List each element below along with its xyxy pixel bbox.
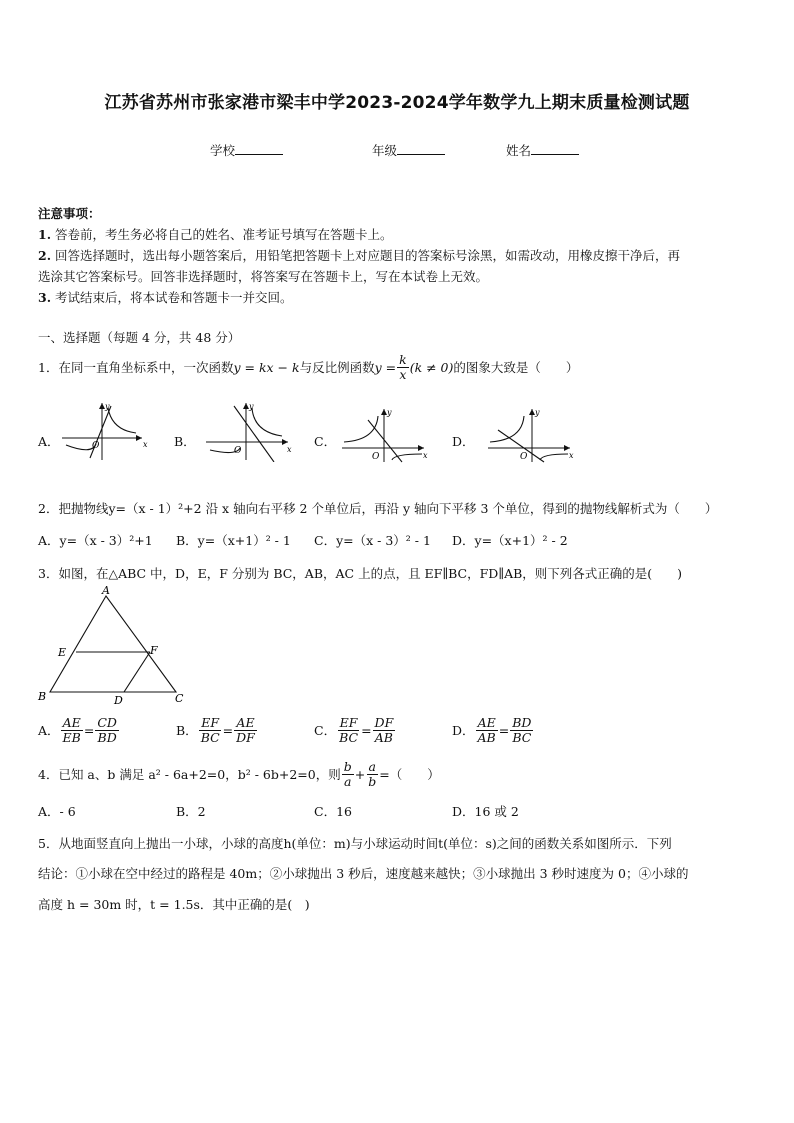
- triangle-figure: [34, 582, 194, 706]
- q1-option-c-label: C．: [314, 434, 337, 449]
- q2-option-a: A．y=（x - 3）²+1: [38, 533, 153, 548]
- q2-option-c: C．y=（x - 3）² - 1: [314, 533, 431, 548]
- point-d-label: D: [114, 694, 123, 706]
- x-axis-label: x: [143, 440, 148, 449]
- question-5-line-3: 高度 h = 30m 时，t = 1.5s．其中正确的是( ): [38, 897, 310, 912]
- q1-graph-d: [484, 406, 576, 464]
- name-field: [506, 141, 579, 159]
- origin-label: O: [234, 446, 242, 456]
- grade-field: [372, 141, 445, 159]
- q1-graph-c: [338, 406, 430, 464]
- grade-blank: [397, 142, 445, 155]
- q4-option-c: C．16: [314, 804, 352, 819]
- origin-label: O: [520, 452, 528, 462]
- name-blank: [531, 142, 579, 155]
- question-3: 3．如图，在△ABC 中，D，E，F 分别为 BC，AB，AC 上的点，且 EF∥BC，FD∥AB，则下列各式正确的是( ): [38, 566, 683, 581]
- question-4: 4．已知 a、b 满足 a² - 6a+2=0，b² - 6b+2=0，则 $\frac{b}{a}$ + $\frac{a}{b}$ =（ ）: [38, 758, 440, 789]
- grade-label: 年级: [372, 143, 398, 158]
- q4-option-d: D．16 或 2: [452, 804, 519, 819]
- y-axis-label: y: [387, 408, 392, 417]
- q1-graph-b: [202, 400, 294, 462]
- question-1: 1．在同一直角坐标系中，一次函数 y = kx − k 与反比例函数 y = $\frac{k}{x}$ (k ≠ 0) 的图象大致是（ ）: [38, 351, 579, 382]
- origin-label: O: [92, 441, 100, 451]
- q4-option-a: A．- 6: [38, 804, 76, 819]
- point-c-label: C: [175, 692, 184, 705]
- school-blank: [235, 142, 283, 155]
- notice-heading: 注意事项：: [38, 206, 101, 221]
- q2-option-d: D．y=（x+1）² - 2: [452, 533, 568, 548]
- x-axis-label: x: [569, 451, 574, 460]
- q2-option-b: B．y=（x+1）² - 1: [176, 533, 291, 548]
- q3-option-c: C． $\frac{EF}{BC}$ = $\frac{DF}{AB}$: [314, 714, 394, 745]
- notice-item-2-cont: 选涂其它答案标号。回答非选择题时，将答案写在答题卡上，写在本试卷上无效。: [38, 269, 489, 284]
- q3-option-b: B． $\frac{EF}{BC}$ = $\frac{AE}{DF}$: [176, 714, 255, 745]
- x-axis-label: x: [287, 445, 292, 454]
- question-2: 2．把抛物线y=（x - 1）²+2 沿 x 轴向右平移 2 个单位后，再沿 y 轴向下平移 3 个单位，得到的抛物线解析式为（ ）: [38, 501, 718, 516]
- q1-option-b-label: B．: [174, 434, 196, 449]
- q3-option-d: D． $\frac{AE}{AB}$ = $\frac{BD}{BC}$: [452, 714, 532, 745]
- y-axis-label: y: [535, 408, 540, 417]
- point-a-label: A: [102, 584, 110, 597]
- q3-option-a: A． $\frac{AE}{EB}$ = $\frac{CD}{BD}$: [38, 714, 117, 745]
- notice-item-3: 3. 考试结束后，将本试卷和答题卡一并交回。: [38, 290, 293, 305]
- y-axis-label: y: [105, 402, 110, 411]
- question-5-line-2: 结论：①小球在空中经过的路程是 40m；②小球抛出 3 秒后，速度越来越快；③小球抛出 3 秒时速度为 0；④小球的: [38, 866, 689, 881]
- notice-item-2: 2. 回答选择题时，选出每小题答案后，用铅笔把答题卡上对应题目的答案标号涂黑，如需改动，用橡皮擦干净后，再: [38, 248, 681, 263]
- q1-option-a-label: A．: [38, 434, 60, 449]
- q1-option-d-label: D．: [452, 434, 475, 449]
- section-heading: 一、选择题（每题 4 分，共 48 分）: [38, 330, 241, 345]
- point-e-label: E: [58, 646, 67, 659]
- origin-label: O: [372, 452, 380, 462]
- notice-item-1: 1. 答卷前，考生务必将自己的姓名、准考证号填写在答题卡上。: [38, 227, 393, 242]
- y-axis-label: y: [249, 402, 254, 411]
- name-label: 姓名: [506, 143, 532, 158]
- point-b-label: B: [38, 690, 47, 703]
- x-axis-label: x: [423, 451, 428, 460]
- q4-option-b: B．2: [176, 804, 206, 819]
- school-field: [210, 141, 283, 159]
- page-title: 江苏省苏州市张家港市梁丰中学2023-2024学年数学九上期末质量检测试题: [104, 93, 690, 113]
- q1-graph-a: [58, 400, 148, 462]
- question-5-line-1: 5．从地面竖直向上抛出一小球，小球的高度h(单位：m)与小球运动时间t(单位：s)之间的函数关系如图所示．下列: [38, 836, 672, 851]
- point-f-label: F: [150, 644, 158, 657]
- fraction-k-over-x: $\frac{k}{x}$: [399, 351, 407, 382]
- school-label: 学校: [210, 143, 236, 158]
